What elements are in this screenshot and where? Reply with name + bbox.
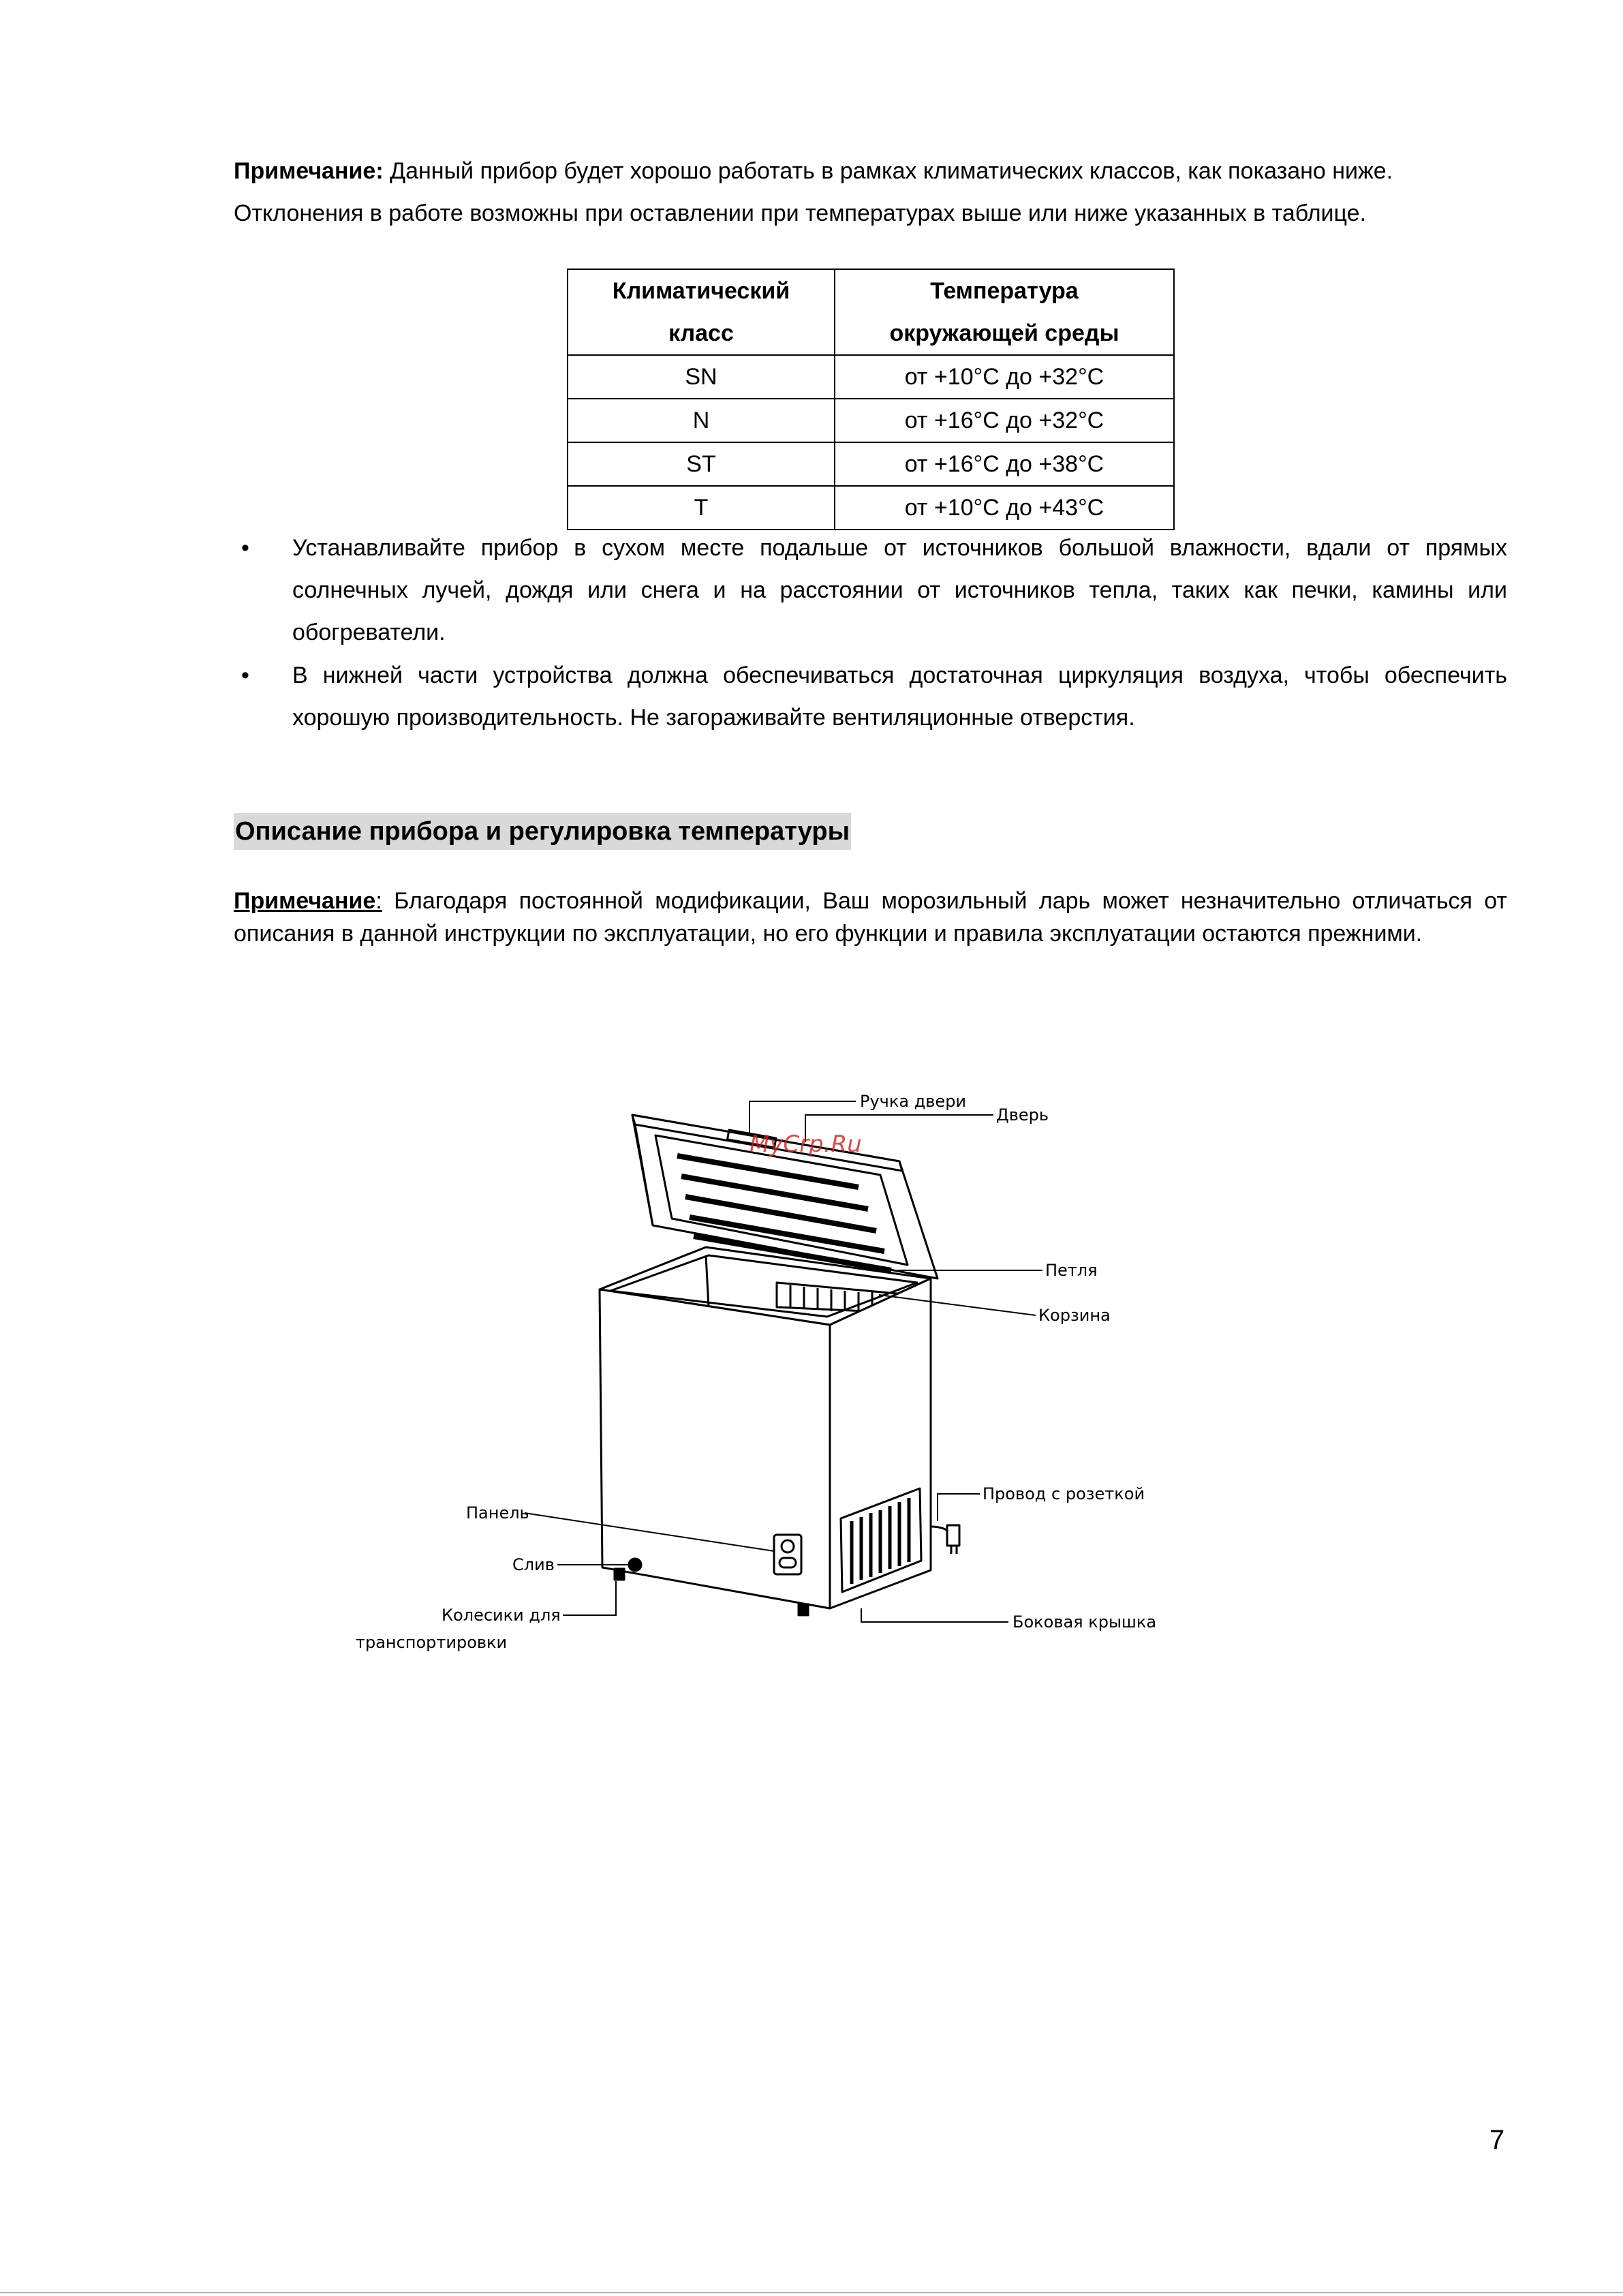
note-text: Благодаря постоянной модификации, Ваш морозильный ларь может незначительно отличаться от описания в данной инструкции по эксплуатации, но его функции и правила эксплуатации остаются прежними. (234, 888, 1507, 947)
table-cell-temp: от +10°C до +43°C (835, 486, 1174, 530)
label-power-cord: Провод с розеткой (983, 1484, 1145, 1503)
note-label: Примечание (234, 888, 376, 914)
header-class-line1: Климатический (612, 278, 790, 304)
label-wheels-line2: транспортировки (356, 1633, 508, 1652)
table-row (568, 399, 1174, 442)
intro-note-line2: Отклонения в работе возможны при оставлении при температурах выше или ниже указанных в таблице. (234, 200, 1366, 226)
label-basket: Корзина (1038, 1306, 1111, 1325)
table-cell-temp: от +10°C до +32°C (835, 355, 1174, 399)
table-cell-class: ST (568, 442, 835, 486)
note-text: Данный прибор будет хорошо работать в рамках климатических классов, как показано ниже. (383, 158, 1393, 184)
table-row (568, 442, 1174, 486)
table-header-row (568, 269, 1174, 355)
section-note (234, 885, 1507, 950)
label-drain: Слив (512, 1555, 555, 1574)
climate-class-table (567, 269, 1175, 530)
page-number: 7 (1489, 2125, 1505, 2155)
table-cell-temp: от +16°C до +38°C (835, 442, 1174, 486)
freezer-diagram (341, 1077, 1186, 1663)
table-header-class (568, 269, 835, 355)
table-cell-temp: от +16°C до +32°C (835, 399, 1174, 442)
bullet-marker: • (241, 662, 249, 688)
label-door: Дверь (996, 1105, 1049, 1124)
table-row (568, 355, 1174, 399)
label-panel: Панель (466, 1503, 529, 1522)
label-door-handle: Ручка двери (860, 1092, 967, 1111)
header-class-line2: класс (668, 320, 734, 346)
freezer-illustration (600, 1115, 959, 1615)
watermark: MyCrp.Ru (749, 1131, 862, 1158)
table-cell-class: N (568, 399, 835, 442)
table-cell-class: SN (568, 355, 835, 399)
label-hinge: Петля (1045, 1261, 1098, 1280)
note-colon: : (375, 888, 382, 914)
bullet-marker: • (241, 535, 249, 561)
header-temp-line1: Температура (930, 278, 1079, 304)
bullet-text: В нижней части устройства должна обеспечиваться достаточная циркуляция воздуха, чтобы обеспечить хорошую производительность. Не загораживайте вентиляционные отверстия. (292, 662, 1507, 731)
bullet-text: Устанавливайте прибор в сухом месте подальше от источников большой влажности, вдали от прямых солнечных лучей, дождя или снега и на расстоянии от источников тепла, таких как печки, камины или обогреватели. (292, 535, 1507, 645)
note-label: Примечание: (234, 158, 384, 184)
label-wheels-line1: Колесики для (442, 1606, 561, 1625)
section-heading: Описание прибора и регулировка температуры (234, 813, 851, 850)
label-side-cover: Боковая крышка (1013, 1612, 1157, 1632)
intro-note (234, 150, 1528, 192)
bottom-rule (0, 2292, 1623, 2293)
table-header-temp (835, 269, 1174, 355)
table-row (568, 486, 1174, 530)
table-cell-class: T (568, 486, 835, 530)
header-temp-line2: окружающей среды (889, 320, 1119, 346)
